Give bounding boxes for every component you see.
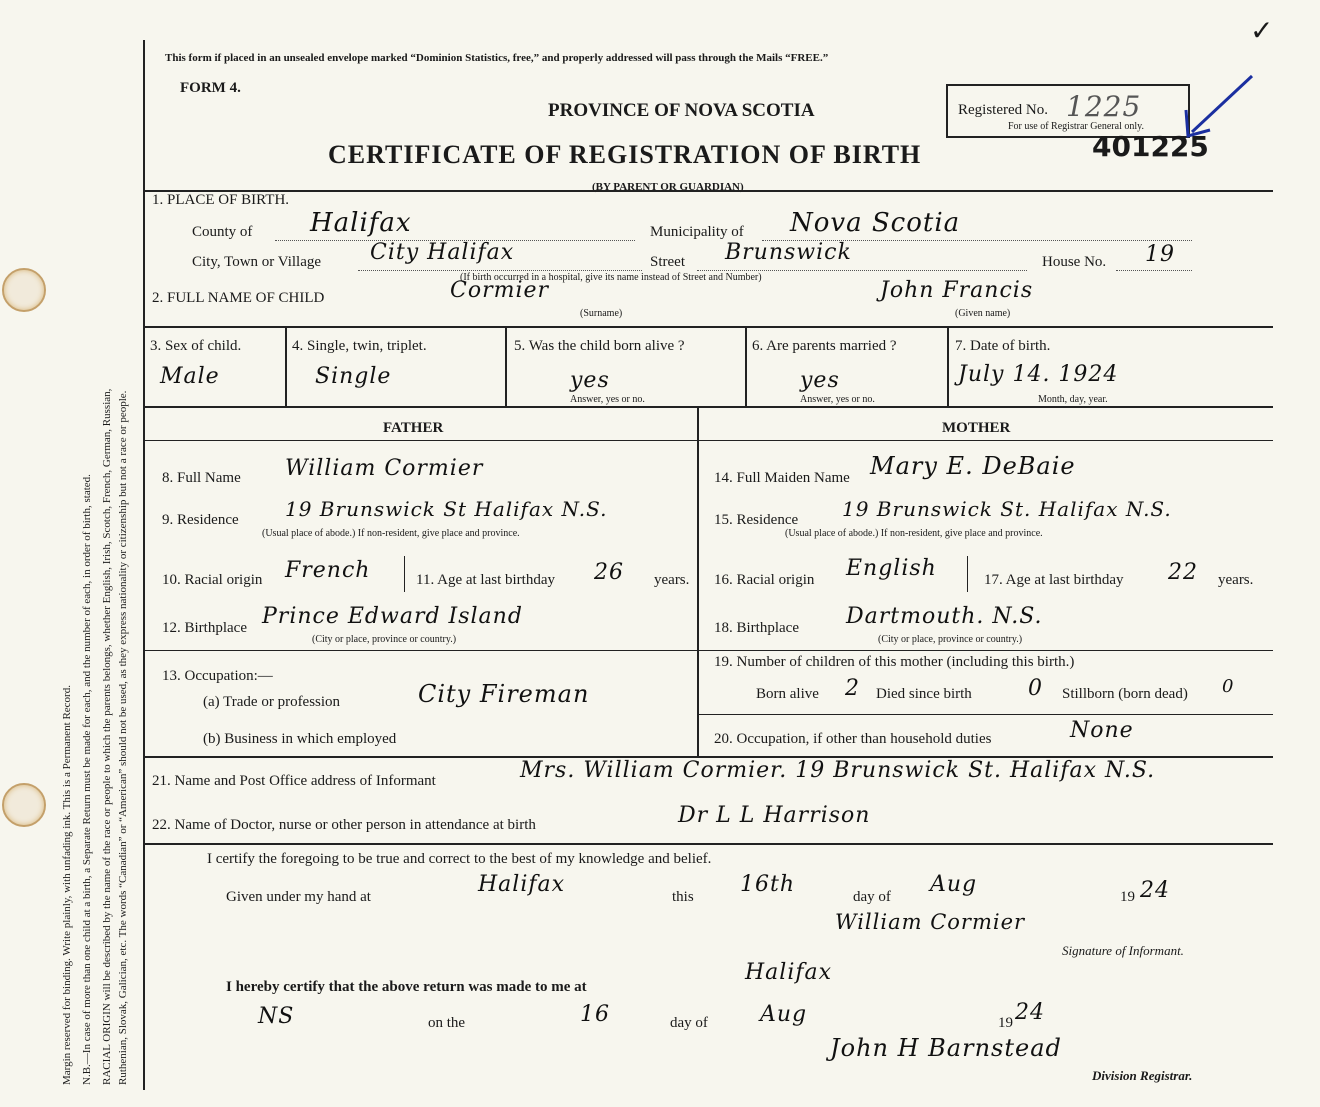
rule-parents-top — [143, 406, 1273, 408]
father-racial-label: 10. Racial origin — [162, 572, 263, 588]
born-alive-label: Born alive — [756, 686, 819, 702]
registrar-on-label: on the — [428, 1015, 466, 1031]
registered-number: 1225 — [1066, 90, 1142, 123]
sex-label: 3. Sex of child. — [150, 338, 242, 354]
father-name: William Cormier — [285, 456, 484, 481]
child-surname: Cormier — [450, 278, 550, 303]
rule-mother-occ — [697, 714, 1273, 715]
father-racial-divider — [404, 556, 405, 592]
registrar-day-of-label: day of — [670, 1015, 708, 1031]
informant-signature: William Cormier — [835, 910, 1026, 934]
alive-value: yes — [570, 368, 610, 393]
dob-label: 7. Date of birth. — [955, 338, 1051, 354]
father-name-label: 8. Full Name — [162, 470, 241, 486]
mother-birthplace-label: 18. Birthplace — [714, 620, 799, 636]
certify-year: 24 — [1140, 878, 1170, 903]
mother-occupation: None — [1070, 718, 1134, 743]
blue-arrow-icon — [1170, 70, 1260, 150]
occupation-label: 13. Occupation:— — [162, 668, 273, 684]
plurality-value: Single — [315, 364, 392, 389]
alive-hint: Answer, yes or no. — [570, 394, 645, 405]
mother-name: Mary E. DeBaie — [870, 452, 1076, 480]
mother-age-label: 17. Age at last birthday — [984, 572, 1124, 588]
given-name-label: (Given name) — [955, 308, 1011, 319]
father-birthplace-hint: (City or place, province or country.) — [312, 634, 457, 645]
mother-birthplace: Dartmouth. N.S. — [846, 604, 1043, 629]
city-label: City, Town or Village — [192, 254, 322, 270]
rule-top — [143, 190, 1273, 192]
certify-day-of-label: day of — [853, 889, 891, 905]
margin-line-4: Ruthenian, Slovak, Galician, etc. The words “Canadian” or “American” should not be used, as they express nationality or citizenship but not a race or people. — [117, 390, 129, 1085]
municipality-label: Municipality of — [650, 224, 744, 240]
registrar-day: 16 — [580, 1002, 610, 1027]
father-age: 26 — [594, 560, 624, 585]
place-heading: 1. PLACE OF BIRTH. — [152, 192, 290, 208]
registrar-place: Halifax — [745, 960, 833, 985]
street-value: Brunswick — [725, 240, 852, 265]
certificate-title: CERTIFICATE OF REGISTRATION OF BIRTH — [328, 140, 922, 169]
divider-4 — [947, 326, 949, 406]
trade-label: (a) Trade or profession — [203, 694, 341, 710]
left-border — [143, 40, 145, 1090]
mother-residence-hint: (Usual place of abode.) If non-resident, give place and province. — [785, 528, 1043, 539]
mother-residence-label: 15. Residence — [714, 512, 799, 528]
certify-year-prefix: 19 — [1120, 889, 1135, 905]
registrar-year: 24 — [1015, 1000, 1045, 1025]
trade-value: City Fireman — [418, 680, 590, 708]
house-label: House No. — [1042, 254, 1107, 270]
street-label: Street — [650, 254, 685, 270]
municipality-value: Nova Scotia — [790, 208, 961, 238]
city-value: City Halifax — [370, 240, 515, 265]
certify-month: Aug — [930, 872, 978, 897]
given-under-label: Given under my hand at — [226, 889, 371, 905]
mail-notice: This form if placed in an unsealed envelope marked “Dominion Statistics, free,” and properly addressed will pass through the Mails “FREE.” — [165, 52, 829, 64]
punch-hole-bottom — [2, 783, 46, 827]
registrar-signature-label: Division Registrar. — [1092, 1068, 1193, 1083]
informant-signature-label: Signature of Informant. — [1062, 943, 1184, 958]
informant-value: Mrs. William Cormier. 19 Brunswick St. Halifax N.S. — [520, 758, 1156, 783]
rule-parents-sub — [143, 440, 1273, 441]
married-hint: Answer, yes or no. — [800, 394, 875, 405]
plurality-label: 4. Single, twin, triplet. — [292, 338, 427, 354]
registrar-year-prefix: 19 — [998, 1015, 1013, 1031]
child-given-name: John Francis — [880, 278, 1034, 303]
mother-racial-label: 16. Racial origin — [714, 572, 815, 588]
doctor-value: Dr L L Harrison — [678, 803, 871, 828]
father-racial: French — [285, 558, 371, 583]
parents-divider — [697, 406, 699, 756]
business-label: (b) Business in which employed — [203, 731, 397, 747]
mother-name-label: 14. Full Maiden Name — [714, 470, 850, 486]
father-residence-hint: (Usual place of abode.) If non-resident, give place and province. — [262, 528, 520, 539]
mother-years: years. — [1218, 572, 1254, 588]
mother-racial-divider — [967, 556, 968, 592]
form-number: FORM 4. — [180, 80, 241, 96]
registrar-signature: John H Barnstead — [830, 1034, 1062, 1062]
married-label: 6. Are parents married ? — [752, 338, 897, 354]
registrar-statement: I hereby certify that the above return was made to me at — [226, 979, 587, 995]
father-years: years. — [654, 572, 690, 588]
registrar-use-note: For use of Registrar General only. — [1008, 121, 1144, 132]
divider-3 — [745, 326, 747, 406]
house-value: 19 — [1145, 242, 1175, 267]
hospital-note: (If birth occurred in a hospital, give its name instead of Street and Number) — [460, 272, 762, 283]
punch-hole-top — [2, 268, 46, 312]
county-label: County of — [192, 224, 253, 240]
given-at-value: Halifax — [478, 872, 566, 897]
margin-line-2: N.B.—In case of more than one child at a birth, a Separate Return must be made for each, and the number of each, in order of birth, stated. — [81, 474, 93, 1085]
certify-statement: I certify the foregoing to be true and correct to the best of my knowledge and belief. — [207, 851, 712, 867]
rule-row3-top — [143, 326, 1273, 328]
certificate-subtitle: (BY PARENT OR GUARDIAN) — [592, 181, 744, 193]
dob-hint: Month, day, year. — [1038, 394, 1108, 405]
child-name-label: 2. FULL NAME OF CHILD — [152, 290, 325, 306]
margin-line-1: Margin reserved for binding. Write plainly, with unfading ink. This is a Permanent Record. — [61, 685, 73, 1085]
rule-father-occ — [143, 650, 697, 651]
sex-value: Male — [160, 364, 220, 389]
died-value: 0 — [1028, 676, 1043, 701]
mother-racial: English — [846, 556, 937, 581]
rule-mother-children — [697, 650, 1273, 651]
this-label: this — [672, 889, 694, 905]
died-label: Died since birth — [876, 686, 972, 702]
divider-1 — [285, 326, 287, 406]
father-residence: 19 Brunswick St Halifax N.S. — [285, 497, 608, 521]
province-heading: PROVINCE OF NOVA SCOTIA — [548, 100, 815, 121]
father-birthplace-label: 12. Birthplace — [162, 620, 247, 636]
father-heading: FATHER — [383, 420, 444, 436]
divider-2 — [505, 326, 507, 406]
father-residence-label: 9. Residence — [162, 512, 239, 528]
registrar-month: Aug — [760, 1002, 808, 1027]
mother-heading: MOTHER — [942, 420, 1011, 436]
registered-label: Registered No. — [958, 102, 1048, 118]
stillborn-value: 0 — [1222, 676, 1235, 697]
dob-value: July 14. 1924 — [958, 362, 1119, 387]
margin-line-3: RACIAL ORIGIN will be described by the name of the race or people to which the parents belongs, whether English, Irish, Scotch, French, German, Russian, — [101, 388, 113, 1085]
registrar-extra: NS — [258, 1004, 295, 1029]
county-value: Halifax — [310, 208, 412, 238]
alive-label: 5. Was the child born alive ? — [514, 338, 685, 354]
mother-birthplace-hint: (City or place, province or country.) — [878, 634, 1023, 645]
born-alive-value: 2 — [845, 676, 860, 701]
this-value: 16th — [740, 872, 796, 897]
rule-certify-top — [143, 843, 1273, 845]
children-label: 19. Number of children of this mother (including this birth.) — [714, 654, 1075, 670]
father-age-label: 11. Age at last birthday — [416, 572, 555, 588]
mother-age: 22 — [1168, 560, 1198, 585]
doctor-label: 22. Name of Doctor, nurse or other person in attendance at birth — [152, 817, 536, 833]
father-birthplace: Prince Edward Island — [262, 604, 523, 629]
stillborn-label: Stillborn (born dead) — [1062, 686, 1188, 702]
surname-label: (Surname) — [580, 308, 623, 319]
informant-label: 21. Name and Post Office address of Informant — [152, 773, 436, 789]
file-number: 401225 — [1092, 130, 1209, 163]
married-value: yes — [800, 368, 840, 393]
mother-occupation-label: 20. Occupation, if other than household duties — [714, 731, 992, 747]
mother-residence: 19 Brunswick St. Halifax N.S. — [842, 497, 1172, 521]
check-mark: ✓ — [1250, 16, 1274, 47]
